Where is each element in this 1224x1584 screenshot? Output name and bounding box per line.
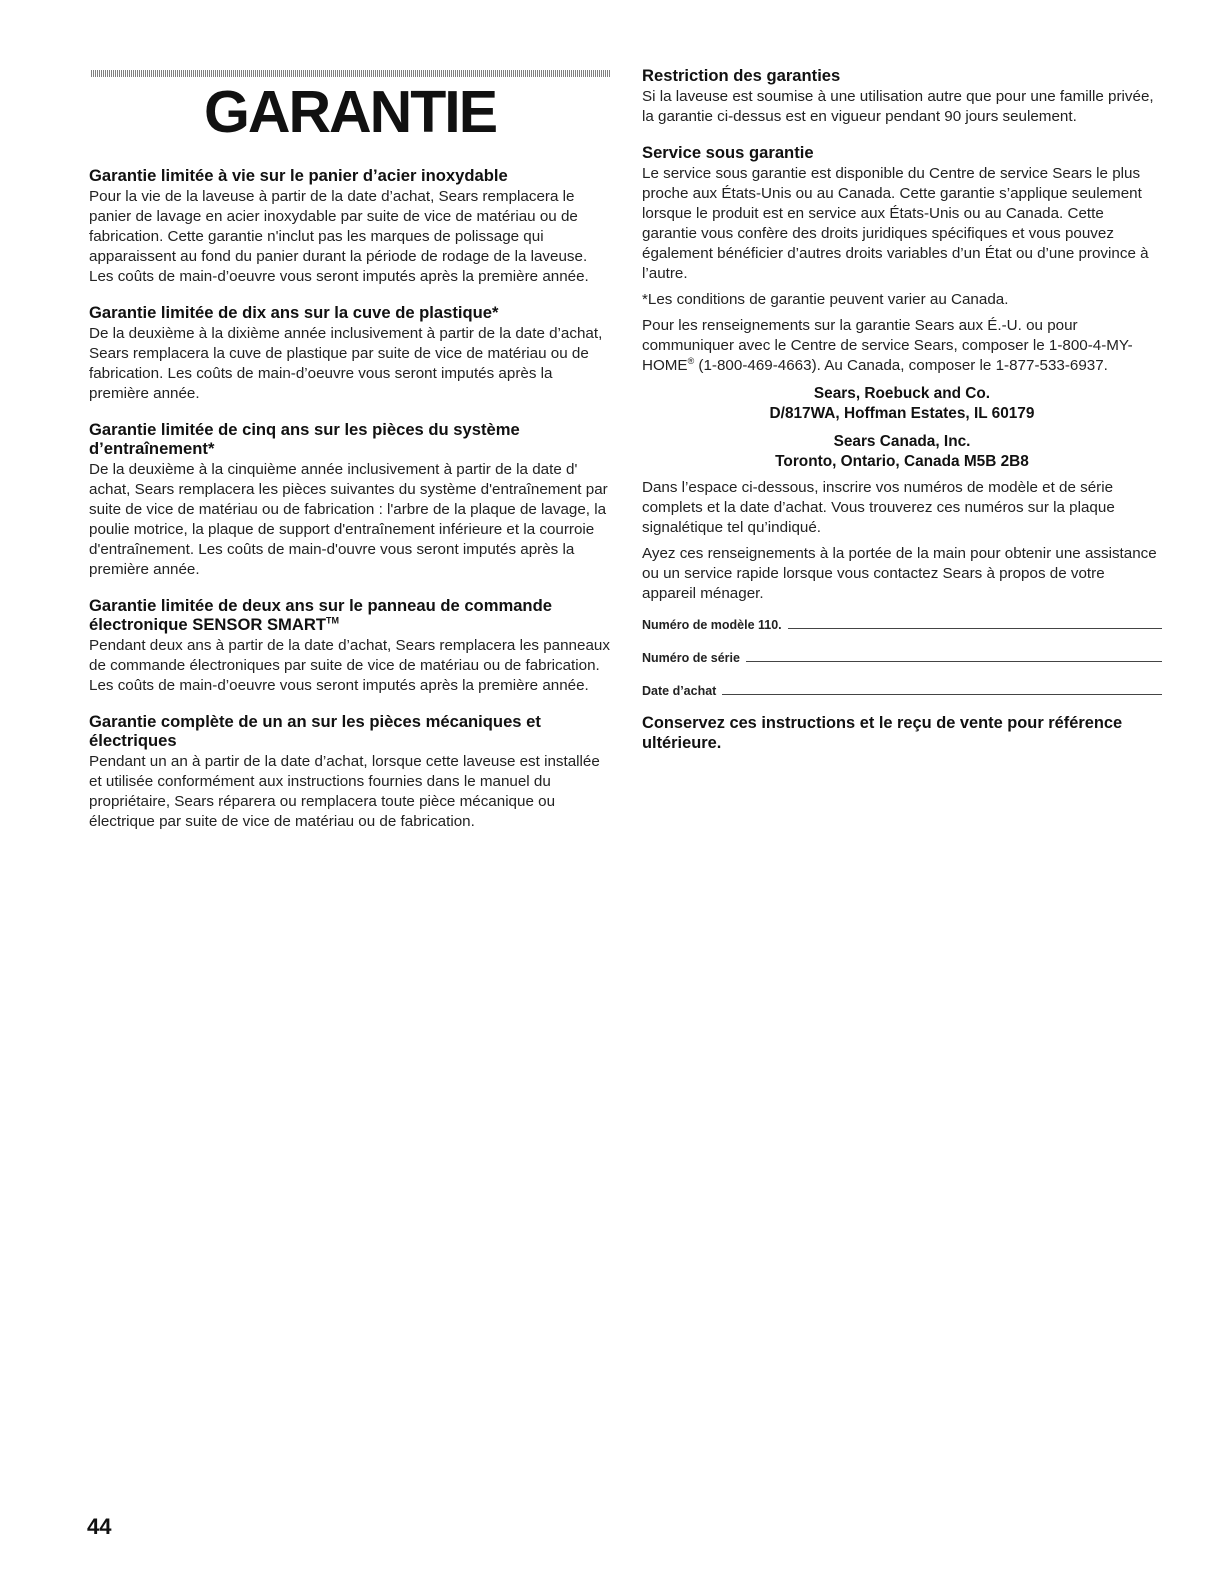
section-service (642, 143, 1162, 376)
model-number-label: Numéro de modèle 110. (642, 618, 782, 632)
section-heading-text: Garantie limitée de deux ans sur le panneau de commande électronique SENSOR SMART (89, 596, 552, 634)
section-body: Pour la vie de la laveuse à partir de la date d’achat, Sears remplacera le panier de lavage en acier inoxydable par suite de vice de matériau ou de fabrication. Cette garantie n'inclut pas les marques de polissage qui apparaissent au fond du panier durant la période de rodage de la laveuse. Les coûts de main-d’oeuvre vous seront imputés après la première année. (89, 188, 589, 285)
page-title: GARANTIE (203, 79, 497, 145)
address-line: D/817WA, Hoffman Estates, IL 60179 (769, 405, 1035, 422)
service-body: Le service sous garantie est disponible du Centre de service Sears le plus proche aux États-Unis ou au Canada. Cette garantie s’applique seulement lorsque le produit est en service aux États-Unis ou au Canada. Cette garantie vous confère des droits juridiques spécifiques et vous pouvez également bénéficier d’autres droits variables d’un État ou d’une province à l’autre. (642, 165, 1149, 282)
contact-text-before: Pour les renseignements sur la garantie Sears aux É.-U. ou pour communiquer avec le Centre de service Sears, composer le 1-800-4-MY-HOME (642, 317, 1133, 374)
section-restriction (642, 66, 1162, 127)
restriction-heading: Restriction des garanties (642, 66, 841, 85)
section-one-year-full (89, 712, 611, 832)
serial-number-field[interactable] (642, 647, 1162, 665)
left-column (89, 70, 611, 848)
right-column (642, 66, 1162, 753)
service-note: *Les conditions de garantie peuvent varier au Canada. (642, 291, 1009, 308)
model-number-line[interactable] (788, 628, 1162, 629)
registered-mark: ® (687, 355, 695, 366)
title-rule (91, 70, 611, 77)
address-sears-canada (642, 432, 1162, 472)
section-heading (89, 596, 611, 634)
section-heading: Garantie limitée de dix ans sur la cuve de plastique* (89, 303, 499, 322)
service-contact (642, 316, 1162, 376)
section-five-year-drive (89, 420, 611, 580)
records-instructions: Dans l’espace ci-dessous, inscrire vos numéros de modèle et de série complets et la date d’achat. Vous trouverez ces numéros sur la plaque signalétique tel qu’indiqué. (642, 479, 1115, 536)
serial-number-label: Numéro de série (642, 651, 740, 665)
section-ten-year-tub (89, 303, 611, 404)
section-body: De la deuxième à la dixième année inclusivement à partir de la date d’achat, Sears remplacera la cuve de plastique par suite de vice de matériau ou de fabrication. Les coûts de main-d’oeuvre vous seront imputés après la première année. (89, 325, 603, 402)
model-number-field[interactable] (642, 614, 1162, 632)
purchase-date-line[interactable] (722, 694, 1162, 695)
restriction-body: Si la laveuse est soumise à une utilisation autre que pour une famille privée, la garantie ci-dessus est en vigueur pendant 90 jours seulement. (642, 88, 1154, 125)
purchase-date-field[interactable] (642, 680, 1162, 698)
section-heading: Garantie limitée de cinq ans sur les pièces du système d’entraînement* (89, 420, 520, 458)
section-heading: Garantie limitée à vie sur le panier d’acier inoxydable (89, 166, 508, 185)
address-sears-us (642, 384, 1162, 424)
section-heading: Garantie complète de un an sur les pièces mécaniques et électriques (89, 712, 541, 750)
address-line: Toronto, Ontario, Canada M5B 2B8 (775, 453, 1029, 470)
section-two-year-control (89, 596, 611, 696)
records-help: Ayez ces renseignements à la portée de la main pour obtenir une assistance ou un service rapide lorsque vous contactez Sears à propos de votre appareil ménager. (642, 545, 1157, 602)
purchase-date-label: Date d’achat (642, 684, 717, 698)
section-body: Pendant un an à partir de la date d’achat, lorsque cette laveuse est installée et utilisée conformément aux instructions fournies dans le manuel du propriétaire, Sears réparera ou remplacera toute pièce mécanique ou électrique par suite de vice de matériau ou de fabrication. (89, 753, 600, 830)
service-heading: Service sous garantie (642, 143, 814, 162)
page-number: 44 (87, 1514, 112, 1539)
section-lifetime-basket (89, 166, 611, 287)
section-body: De la deuxième à la cinquième année inclusivement à partir de la date d' achat, Sears remplacera les pièces suivantes du système d'entraînement par suite de vice de matériau ou de fabrication : l'arbre de la plaque de lavage, la poulie motrice, la plaque de support d'entraînement inférieure et la courroie d'entraînement. Les coûts de main-d'ouvre vous seront imputés après la première année. (89, 461, 608, 578)
trademark-mark: TM (325, 615, 339, 626)
address-line: Sears, Roebuck and Co. (813, 385, 991, 402)
address-line: Sears Canada, Inc. (833, 433, 971, 450)
section-body: Pendant deux ans à partir de la date d’achat, Sears remplacera les panneaux de commande électroniques par suite de vice de matériau ou de fabrication. Les coûts de main-d’oeuvre vous seront imputés après la première année. (89, 637, 610, 694)
serial-number-line[interactable] (746, 661, 1162, 662)
keep-instructions-note: Conservez ces instructions et le reçu de vente pour référence ultérieure. (642, 714, 1123, 752)
contact-text-after: (1-800-469-4663). Au Canada, composer le 1-877-533-6937. (694, 357, 1108, 374)
